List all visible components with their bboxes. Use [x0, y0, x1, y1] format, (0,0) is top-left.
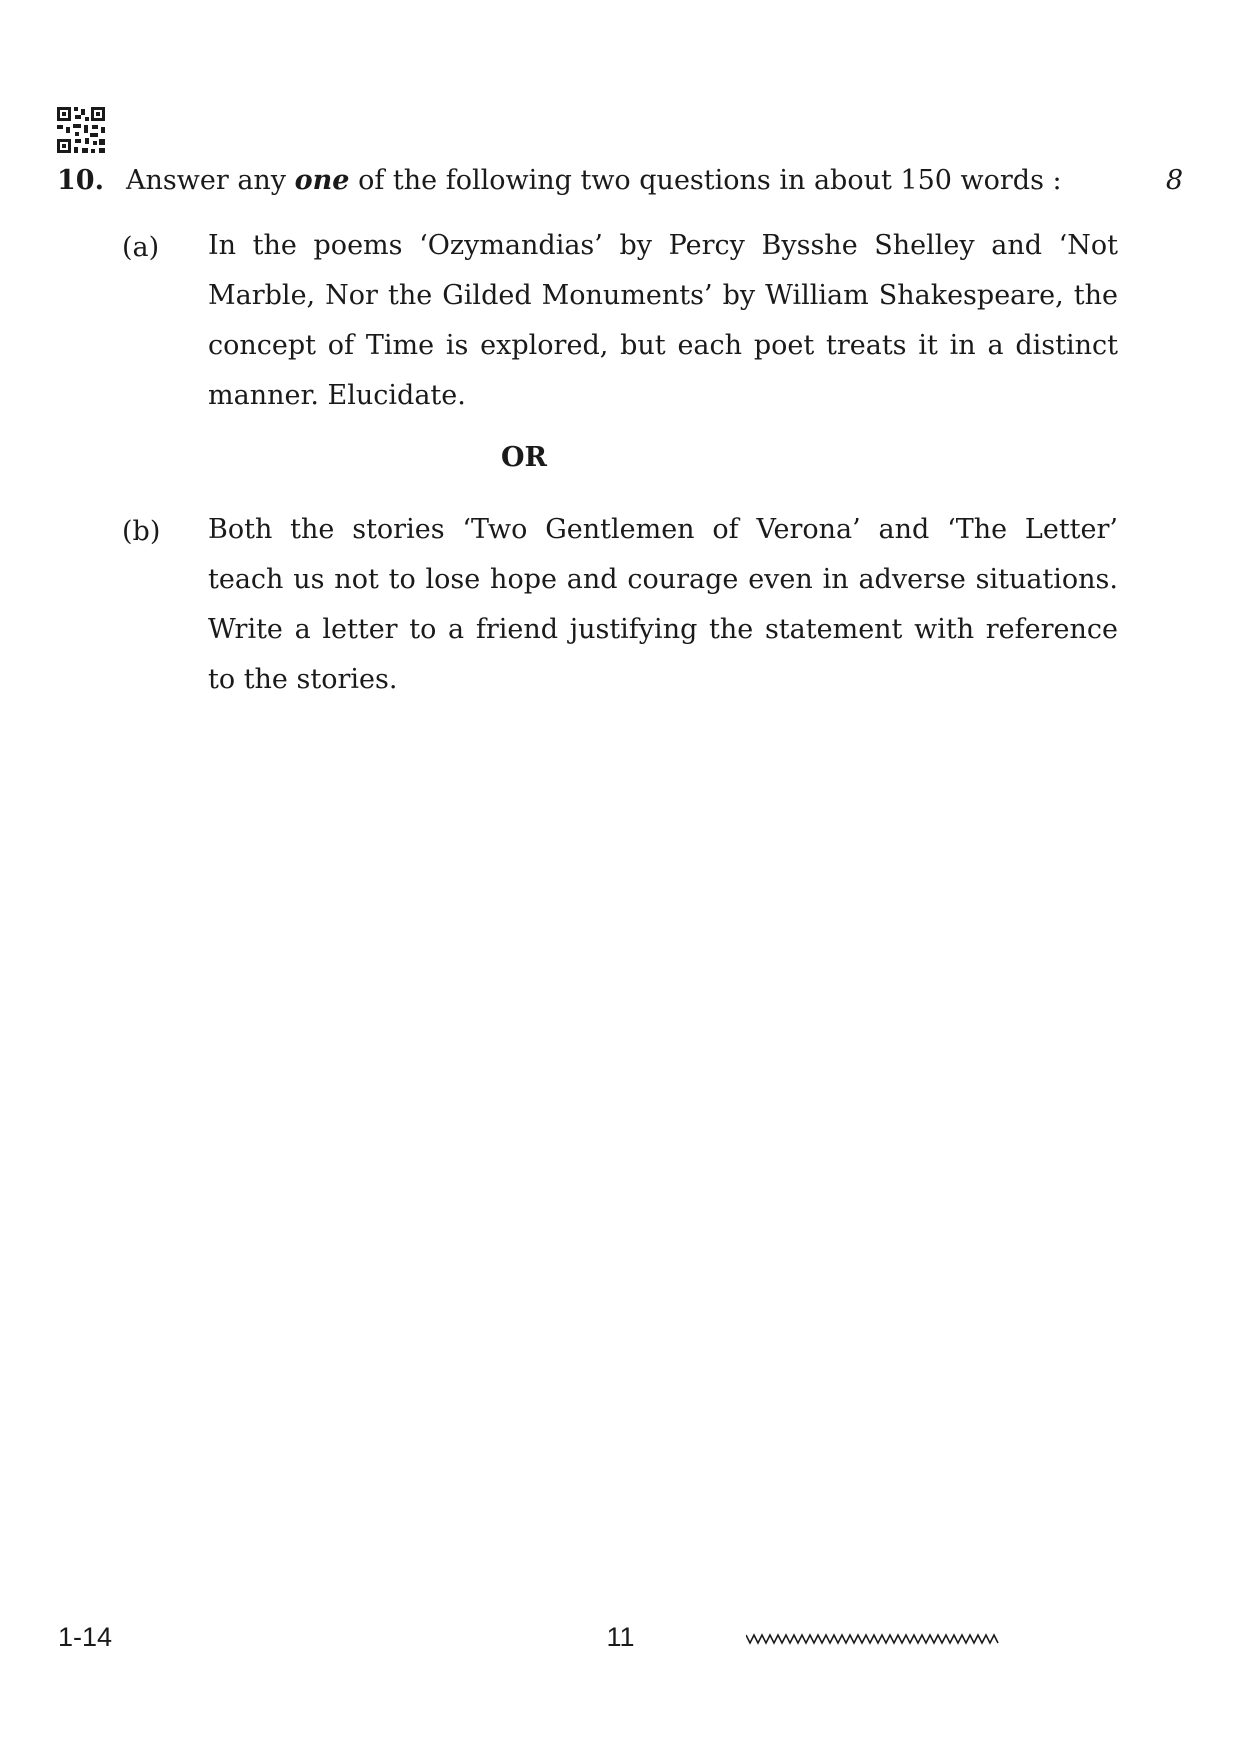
or-separator: OR — [501, 442, 547, 473]
page-number: 11 — [606, 1622, 635, 1652]
paper-code: 1-14 — [58, 1622, 113, 1652]
option-a-text: In the poems ‘Ozymandias’ by Percy Bysshe Shelley and ‘Not Marble, Nor the Gilded Monuments’ by William Shakespeare, the concept of Time is explored, but each poet treats it in a distinct manner. Elucidate. — [208, 230, 1118, 411]
question-marks: 8 — [1165, 165, 1183, 196]
option-a-label: (a) — [122, 232, 160, 263]
wavy-line-icon — [746, 1632, 1000, 1646]
question-text-before: Answer any — [126, 165, 295, 196]
question-emphasis: one — [294, 165, 350, 196]
question-number: 10. — [57, 165, 104, 196]
option-b-text: Both the stories ‘Two Gentlemen of Verona’ and ‘The Letter’ teach us not to lose hope and courage even in adverse situations. Write a letter to a friend justifying the statement with reference to the stories. — [208, 514, 1118, 695]
question-text-after: of the following two questions in about 150 words : — [349, 165, 1062, 196]
qr-code-icon — [57, 107, 105, 153]
question-instruction — [126, 165, 1062, 196]
option-b-label: (b) — [122, 516, 161, 547]
